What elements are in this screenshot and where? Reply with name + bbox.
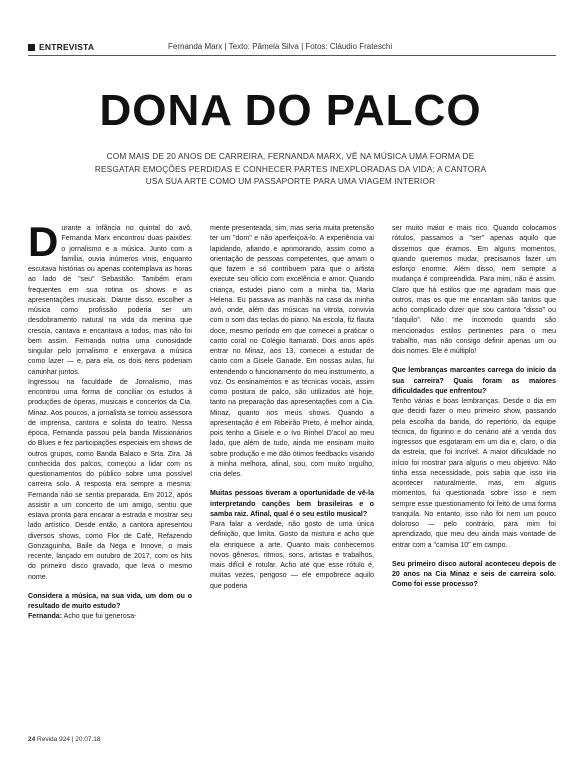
interview-answer: Tenho várias e boas lembranças. Desde o dia em que decidi fazer o meu primeiro show, passando pela escolha da banda, do repertório, da equipe técnica, do figurino e do cenário até a venda dos ingressos que esgotaram em um dia e, claro, o dia da estreia, que foi incrível. A maior dificuldade no início foi mostrar para alguns o meu objetivo. Não tinha essa necessidade, pois sabia que isso iria acontecer naturalmente, mas, em alguns momentos, fui questionada sobre isso e nem sempre esse questionamento foi feito de uma forma tranquila. No entanto, isso não foi nem um pouco doloroso — pelo contrário, para mim foi aprendizado, que meu deu ainda mais vontade de entrar com a "camisa 10" em campo. [392,398,556,549]
page-footer [28,736,101,743]
column-3 [392,224,556,739]
section-square-icon [28,44,35,51]
paragraph: mente presenteada, sim, mas seria muita pretensão ter um "dom" e não aperfeiçoá-lo. A experiência vai lapidando, afiando e aprimorando, assim como a orientação de pessoas competentes, que amam o que fazem e só contribuem para que o artista execute seu ofício com excelência e amor. Quando criança, estudei piano com a minha tia, Maria Helena. Eu passava as manhãs na casa da minha avó, onde, além das músicas na vitrola, convivia com o som das teclas do piano. Na escola, fiz flauta doce, mesmo período em que comecei a praticar o canto coral no Colégio Itamarati. Dois anos após entrar no Minaz, aos 13, comecei a estudar de canto com a Gisele Ganade. Em nossas aulas, fui entendendo o funcionamento do meu instrumento, a voz. Os ensinamentos e as técnicas vocais, assim como postura de palco, são utilizados até hoje, tanto na preparação das apresentações com a Cia. Minaz, quanto nos meus shows. Quando a apresentação é em Ribeirão Preto, é melhor ainda, pois tenho a Gisele e o Ivo Rinhel D'acol ao meu lado, que além de tudo, ainda me ensinam muito sobre produção e me dão ótimos feedbacks visando à minha melhora, afinal, sou, com muito orgulho, cria deles. [210,225,374,478]
paragraph: ser muito maior e mais rico. Quando colocamos rótulos, passamos a "ser" apenas aquilo que dissemos que éramos. Em alguns momentos, quando queremos mudar, precisamos fazer um esforço enorme. Além disso, nem sempre a mudança é compreendida. Para mim, não é assim. Claro que há estilos que me agradam mais que outros, mas os que me encantam são tantos que acho complicado dizer que sou cantora "disso" ou "daquilo". Não me incomodo quando são mencionados estilos pertinentes para o meu trabalho, mas não consigo definir apenas um ou dois nomes. Ele é múltiplo! [392,225,556,355]
paragraph-text: urante a infância no quintal do avô, Fernanda Marx encontrou duas paixões: o jornalismo e a música. Junto com a família, ouvia inúmeros vinis, enquanto escutava histórias ou apenas contemplava as horas ao lado de "seu" Sebastião. Também eram frequentes em sua rotina os shows e as apresentações musicais. Diante disso, escolher a música como profissão poderia ser um desdobramento natural na vida da menina que crescia, cantava e encantava a todos, mas não foi bem assim. Fernanda nutria uma curiosidade singular pelo jornalismo e enxergava a música como lazer — e, para ela, os dois itens poderiam caminhar juntos. [28,225,192,376]
interview-answer: Para falar a verdade, não gosto de uma única definição, que limita. Gosto da mistura e acho que ela enriquece a arte. Quanto mais conhecemos novos gêneros, ritmos, sons, artistas e trabalhos, mais difícil é rotular. Acho até que esse rótulo é, muitas vezes, perigoso — ele empobrece aquilo que poderia [210,521,374,590]
interview-question: Considera a música, na sua vida, um dom ou o resultado de muito estudo? [28,592,192,610]
interview-answer [28,612,192,622]
credits-line: Fernanda Marx | Texto: Pâmela Silva | Fotos: Cláudio Frateschi [168,42,393,51]
issue-info: Revida 924 | 20.07.18 [37,736,101,743]
section-label: ENTREVISTA [39,42,95,52]
article-body [28,224,556,739]
interview-question: Que lembranças marcantes carrega do início da sua carreira? Quais foram as maiores dificuldades que enfrentou? [392,367,556,395]
drop-cap: D [28,224,59,265]
page-number: 24 [28,736,36,743]
paragraph: Ingressou na faculdade de Jornalismo, mas encontrou uma forma de conciliar os estudos à produções de óperas, musicais e concertos da Cia. Minaz. Aos poucos, a jornalista se tornou assessora de imprensa, cantora e solista do teatro. Nessa época, Fernanda passou pela banda Missionários do Blues e fez participações especiais em shows de outros grupos, como Banda Balaco e Srta. Zira. Já conhecida dos palcos, começou a lidar com os questionamentos do público sobre uma possível carreira solo. A resposta era sempre a mesma: Fernanda não se sentia preparada. Em 2012, após assistir a um concerto de um amigo, sentiu que estava pronta para encarar a estrada e mostrar seu lado artístico. Desde então, a cantora apresentou diversos shows, como Flor de Café, Refazendo Gonzaguinha, Baile da Nega e Innove, o mais recente, lançado em outubro de 2017, com os hits do primeiro disco gravado, que leva o mesmo nome. [28,378,192,581]
column-1 [28,224,192,739]
paragraph [28,224,192,378]
article-title: DONA DO PALCO [99,86,482,135]
answer-text: Acho que fui generosa- [62,613,137,621]
interview-question: Muitas pessoas tiveram a oportunidade de vê-la interpretando canções bem brasileiras e o samba raiz. Afinal, qual é o seu estilo musical? [210,490,374,518]
column-2 [210,224,374,739]
interview-question: Seu primeiro disco autoral aconteceu depois de 20 anos na Cia Minaz e seis de carreira solo. Como foi esse processo? [392,560,556,589]
section-header [28,41,556,56]
speaker-label: Fernanda: [28,613,63,621]
article-deck: COM MAIS DE 20 ANOS DE CARREIRA, FERNANDA MARX, VÊ NA MÚSICA UMA FORMA DE RESGATAR EMOÇÕES PERDIDAS E CONHECER PARTES INEXPLORADAS DA VIDA; A CANTORA USA SUA ARTE COMO UM PASSAPORTE PARA UMA VIAGEM INTERIOR [94,151,487,186]
